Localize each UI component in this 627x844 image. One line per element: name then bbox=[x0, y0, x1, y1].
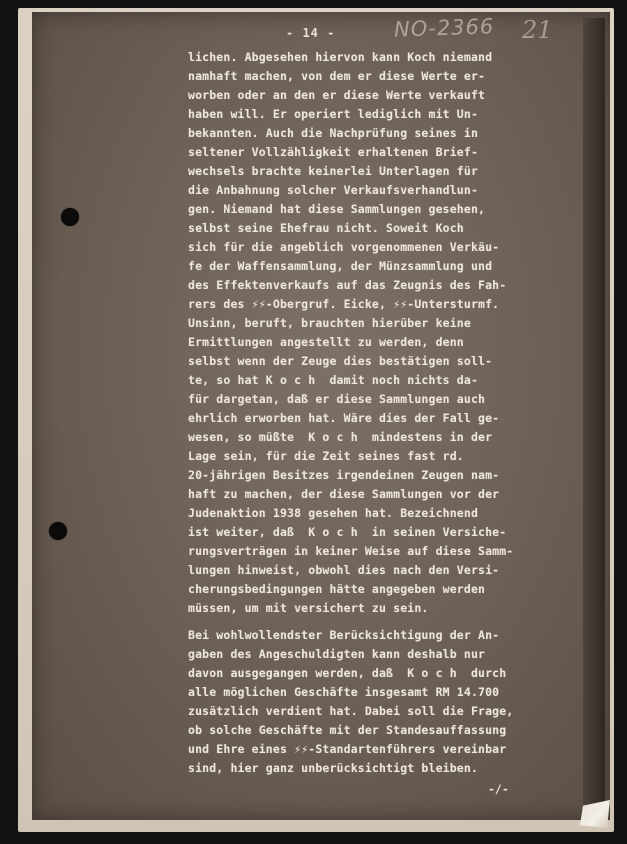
text-line: lichen. Abgesehen hiervon kann Koch niemand bbox=[188, 50, 493, 64]
text-line: ehrlich erworben hat. Wäre dies der Fall ge- bbox=[188, 411, 500, 425]
text-line: namhaft machen, von dem er diese Werte er- bbox=[188, 69, 486, 83]
text-line: des Effektenverkaufs auf das Zeugnis des Fah- bbox=[188, 278, 507, 292]
text-line: ist weiter, daß K o c h in seinen Versiche- bbox=[188, 525, 507, 539]
text-line: rers des ⚡⚡-Obergruf. Eicke, ⚡⚡-Untersturmf. bbox=[188, 297, 500, 311]
text-line: Unsinn, beruft, brauchten hierüber keine bbox=[188, 316, 471, 330]
text-line: müssen, um mit versichert zu sein. bbox=[188, 601, 429, 615]
text-line: davon ausgegangen werden, daß K o c h durch bbox=[188, 666, 507, 680]
sheet-number: 21 bbox=[522, 16, 553, 44]
text-line: rungsverträgen in keiner Weise auf diese Samm- bbox=[188, 544, 514, 558]
photo-shadow-edge bbox=[583, 18, 605, 818]
text-line: seltener Vollzähligkeit erhaltenen Brief- bbox=[188, 145, 479, 159]
text-line: gen. Niemand hat diese Sammlungen gesehen, bbox=[188, 202, 486, 216]
text-line: ob solche Geschäfte mit der Standesauffassung bbox=[188, 723, 507, 737]
text-line: für dargetan, daß er diese Sammlungen auch bbox=[188, 392, 486, 406]
text-line: worben oder an den er diese Werte verkauft bbox=[188, 88, 486, 102]
text-line: Bei wohlwollendster Berücksichtigung der An- bbox=[188, 628, 500, 642]
text-line: sind, hier ganz unberücksichtigt bleiben. bbox=[188, 761, 479, 775]
text-line: bekannten. Auch die Nachprüfung seines in bbox=[188, 126, 479, 140]
text-line: zusätzlich verdient hat. Dabei soll die Frage, bbox=[188, 704, 514, 718]
punch-hole-top bbox=[61, 208, 79, 226]
text-line: selbst wenn der Zeuge dies bestätigen soll- bbox=[188, 354, 493, 368]
text-line: alle möglichen Geschäfte insgesamt RM 14.700 bbox=[188, 685, 500, 699]
text-line: lungen hinweist, obwohl dies nach den Versi- bbox=[188, 563, 500, 577]
text-line: sich für die angeblich vorgenommenen Verkäu- bbox=[188, 240, 500, 254]
text-line: und Ehre eines ⚡⚡-Standartenführers vereinbar bbox=[188, 742, 507, 756]
text-line: Ermittlungen angestellt zu werden, denn bbox=[188, 335, 464, 349]
text-line: haben will. Er operiert lediglich mit Un- bbox=[188, 107, 479, 121]
text-line: selbst seine Ehefrau nicht. Soweit Koch bbox=[188, 221, 464, 235]
text-line: Judenaktion 1938 gesehen hat. Bezeichnend bbox=[188, 506, 479, 520]
text-line: Lage sein, für die Zeit seines fast rd. bbox=[188, 449, 464, 463]
text-line: 20-jährigen Besitzes irgendeinen Zeugen nam- bbox=[188, 468, 500, 482]
document-stamp: NO-2366 bbox=[393, 14, 495, 42]
text-line: wesen, so müßte K o c h mindestens in der bbox=[188, 430, 493, 444]
text-line: gaben des Angeschuldigten kann deshalb nur bbox=[188, 647, 486, 661]
page-number: - 14 - bbox=[286, 26, 336, 40]
text-line: wechsels brachte keinerlei Unterlagen für bbox=[188, 164, 479, 178]
punch-hole-bottom bbox=[49, 522, 67, 540]
text-line: cherungsbedingungen hätte angegeben werden bbox=[188, 582, 486, 596]
continuation-mark: -/- bbox=[488, 782, 509, 796]
text-line: haft zu machen, der diese Sammlungen vor der bbox=[188, 487, 500, 501]
text-line: fe der Waffensammlung, der Münzsammlung und bbox=[188, 259, 493, 273]
text-line: te, so hat K o c h damit noch nichts da- bbox=[188, 373, 479, 387]
text-line: die Anbahnung solcher Verkaufsverhandlun- bbox=[188, 183, 479, 197]
